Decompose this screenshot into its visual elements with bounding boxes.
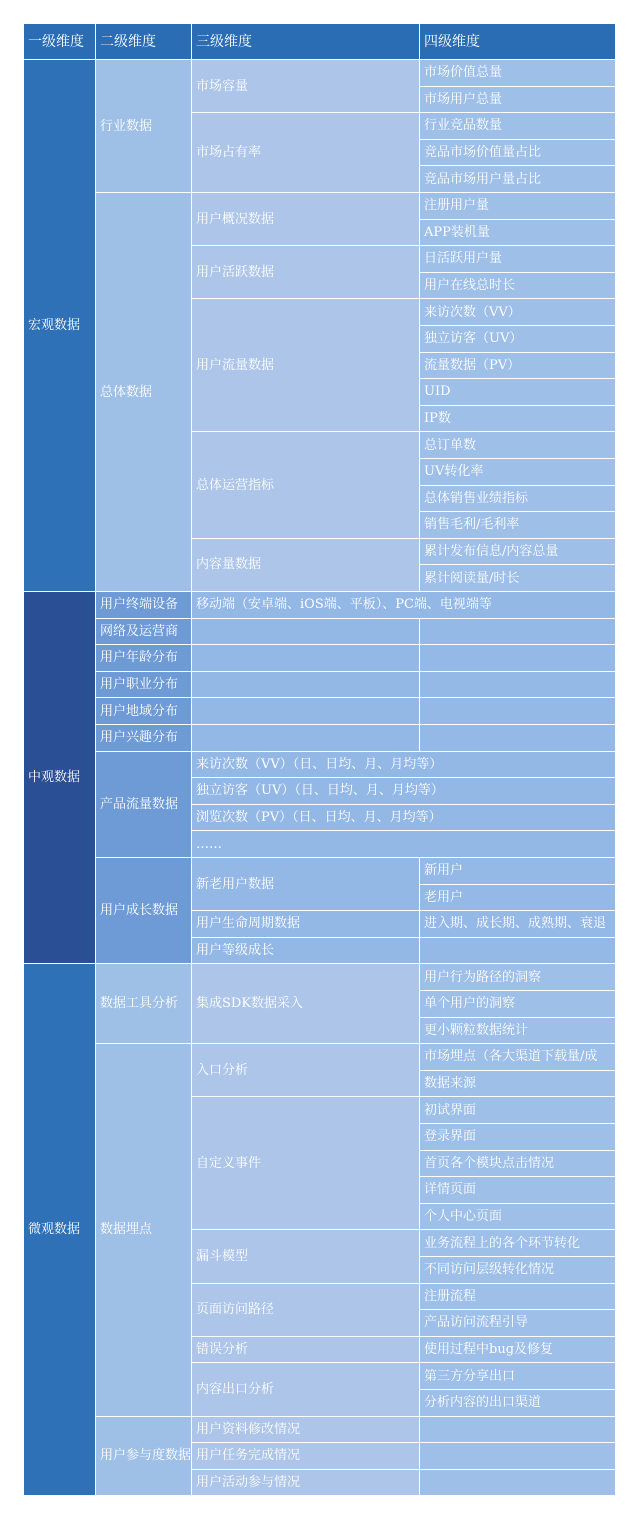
level3-item: 页面访问路径	[192, 1284, 420, 1337]
grid-line	[615, 1443, 616, 1470]
grid-line	[420, 298, 616, 299]
level4-item: 行业竞品数量	[420, 113, 616, 140]
level3-empty	[192, 672, 420, 699]
grid-line	[420, 431, 616, 432]
level2-simple: 用户兴趣分布	[96, 725, 192, 752]
grid-line	[420, 245, 616, 246]
level4-empty	[420, 1470, 616, 1497]
level2-simple: 网络及运营商	[96, 619, 192, 646]
level4-item: UV转化率	[420, 459, 616, 486]
grid-line	[191, 193, 192, 592]
grid-line	[615, 1257, 616, 1284]
grid-line	[615, 1097, 616, 1124]
grid-line	[192, 1416, 420, 1417]
level3-traffic-item: ……	[192, 831, 616, 858]
grid-line	[615, 24, 616, 60]
grid-line	[95, 60, 96, 592]
grid-line	[615, 299, 616, 326]
grid-line	[615, 459, 616, 486]
grid-line	[420, 1096, 616, 1097]
header-level1: 一级维度	[24, 24, 96, 60]
level2-simple: 用户职业分布	[96, 672, 192, 699]
terminal-value: 移动端（安卓端、iOS端、平板）、PC端、电视端等	[192, 592, 616, 619]
grid-line	[615, 805, 616, 832]
level1-micro: 微观数据	[24, 964, 96, 1496]
grid-line	[419, 1337, 420, 1364]
grid-line	[615, 885, 616, 912]
level4-item: 销售毛利/毛利率	[420, 512, 616, 539]
level4-item: 产品访问流程引导	[420, 1310, 616, 1337]
level4-item: 注册流程	[420, 1284, 616, 1311]
level4-item: 详情页面	[420, 1177, 616, 1204]
level4-item: 初试界面	[420, 1097, 616, 1124]
grid-line	[419, 24, 420, 60]
grid-line	[192, 1043, 420, 1044]
grid-line	[615, 1284, 616, 1311]
grid-line	[96, 1495, 192, 1496]
grid-line	[192, 937, 420, 938]
level3-empty	[192, 725, 420, 752]
grid-line	[420, 724, 616, 725]
grid-line	[191, 24, 192, 60]
level4-item: IP数	[420, 406, 616, 433]
grid-line	[420, 405, 616, 406]
level2-terminal: 用户终端设备	[96, 592, 192, 619]
grid-line	[419, 964, 420, 1044]
grid-line	[419, 619, 420, 646]
grid-line	[192, 59, 420, 60]
grid-line	[96, 1043, 192, 1044]
grid-line	[420, 485, 616, 486]
level2-industry: 行业数据	[96, 60, 192, 193]
grid-line	[420, 192, 616, 193]
grid-line	[615, 858, 616, 885]
level4-item: 数据来源	[420, 1071, 616, 1098]
grid-line	[192, 910, 420, 911]
level3-traffic-item: 来访次数（VV）（日、日均、月、月均等）	[192, 752, 616, 779]
grid-line	[192, 112, 420, 113]
grid-line	[420, 1362, 616, 1363]
level3-item: 市场占有率	[192, 113, 420, 193]
grid-line	[191, 672, 192, 699]
grid-line	[615, 1018, 616, 1045]
grid-line	[419, 60, 420, 113]
level4-item: 流量数据（PV）	[420, 353, 616, 380]
grid-line	[96, 618, 192, 619]
grid-line	[615, 87, 616, 114]
level4-empty	[420, 698, 616, 725]
level4-item: 累计发布信息/内容总量	[420, 539, 616, 566]
grid-line	[615, 1124, 616, 1151]
level4-empty	[420, 725, 616, 752]
grid-line	[615, 486, 616, 513]
grid-line	[420, 644, 616, 645]
grid-line	[191, 592, 192, 619]
grid-line	[615, 113, 616, 140]
level2-tracking: 数据埋点	[96, 1044, 192, 1416]
grid-line	[420, 1229, 616, 1230]
grid-line	[24, 59, 96, 60]
grid-line	[419, 858, 420, 911]
grid-line	[615, 1071, 616, 1098]
level4-item: 使用过程中bug及修复	[420, 1337, 616, 1364]
grid-line	[615, 353, 616, 380]
grid-line	[420, 910, 616, 911]
grid-line	[420, 86, 616, 87]
grid-line	[191, 858, 192, 964]
grid-line	[420, 671, 616, 672]
level4-item: 更小颗粒数据统计	[420, 1018, 616, 1045]
grid-line	[615, 1390, 616, 1417]
grid-line	[192, 671, 420, 672]
grid-line	[420, 219, 616, 220]
grid-line	[419, 1443, 420, 1470]
level1-meso: 中观数据	[24, 592, 96, 964]
grid-line	[96, 644, 192, 645]
grid-line	[192, 298, 420, 299]
grid-line	[419, 113, 420, 193]
grid-line	[95, 592, 96, 964]
grid-line	[192, 644, 420, 645]
level4-item: 第三方分享出口	[420, 1363, 616, 1390]
level3-engagement-item: 用户任务完成情况	[192, 1443, 420, 1470]
grid-line	[420, 1043, 616, 1044]
level3-empty	[192, 698, 420, 725]
grid-line	[420, 1495, 616, 1496]
grid-line	[420, 1123, 616, 1124]
level2-growth: 用户成长数据	[96, 858, 192, 964]
grid-line	[615, 246, 616, 273]
grid-line	[615, 1470, 616, 1497]
level2-tools: 数据工具分析	[96, 964, 192, 1044]
grid-line	[615, 1204, 616, 1231]
level3-item: 自定义事件	[192, 1097, 420, 1230]
grid-line	[96, 591, 192, 592]
grid-line	[420, 1283, 616, 1284]
grid-line	[419, 1417, 420, 1444]
grid-line	[420, 139, 616, 140]
level4-item: 累计阅读量/时长	[420, 565, 616, 592]
level3-item: 总体运营指标	[192, 432, 420, 538]
grid-line	[192, 804, 616, 805]
grid-line	[419, 725, 420, 752]
grid-line	[96, 857, 192, 858]
level1-macro: 宏观数据	[24, 60, 96, 592]
grid-line	[192, 1336, 420, 1337]
grid-line	[615, 220, 616, 247]
level4-item: 总体销售业绩指标	[420, 486, 616, 513]
grid-line	[615, 166, 616, 193]
grid-line	[96, 1416, 192, 1417]
grid-line	[615, 964, 616, 991]
level3-item: 市场容量	[192, 60, 420, 113]
level4-item: 业务流程上的各个环节转化	[420, 1230, 616, 1257]
level3-item: 用户流量数据	[192, 299, 420, 432]
grid-line	[615, 140, 616, 167]
grid-line	[615, 911, 616, 938]
grid-line	[615, 1044, 616, 1071]
grid-line	[615, 1417, 616, 1444]
grid-line	[192, 724, 420, 725]
grid-line	[419, 645, 420, 672]
grid-line	[420, 990, 616, 991]
level4-item: 注册用户量	[420, 193, 616, 220]
level3-empty	[192, 619, 420, 646]
level3-level: 用户等级成长	[192, 938, 420, 965]
grid-line	[615, 326, 616, 353]
grid-line	[95, 24, 96, 60]
level3-item: 错误分析	[192, 1337, 420, 1364]
grid-line	[420, 112, 616, 113]
grid-line	[420, 564, 616, 565]
level4-item: 分析内容的出口渠道	[420, 1390, 616, 1417]
level3-item: 用户概况数据	[192, 193, 420, 246]
grid-line	[615, 539, 616, 566]
grid-line	[420, 1309, 616, 1310]
grid-line	[191, 1417, 192, 1497]
grid-line	[192, 963, 420, 964]
grid-line	[420, 1389, 616, 1390]
grid-line	[420, 1150, 616, 1151]
level3-item: 用户活跃数据	[192, 246, 420, 299]
grid-line	[192, 1096, 420, 1097]
grid-line	[192, 830, 616, 831]
grid-line	[420, 272, 616, 273]
grid-line	[419, 672, 420, 699]
grid-line	[96, 59, 192, 60]
grid-line	[192, 1362, 420, 1363]
level4-empty	[420, 645, 616, 672]
grid-line	[420, 1203, 616, 1204]
level4-empty	[420, 619, 616, 646]
level3-item: 集成SDK数据采入	[192, 964, 420, 1044]
level4-item: 用户在线总时长	[420, 273, 616, 300]
level4-item: 首页各个模块点击情况	[420, 1151, 616, 1178]
grid-line	[191, 619, 192, 646]
level4-empty	[420, 672, 616, 699]
level4-item: 老用户	[420, 885, 616, 912]
level4-item: APP装机量	[420, 220, 616, 247]
level3-engagement-item: 用户资料修改情况	[192, 1417, 420, 1444]
grid-line	[419, 698, 420, 725]
grid-line	[192, 591, 420, 592]
level4-empty	[420, 938, 616, 965]
level4-empty	[420, 1443, 616, 1470]
grid-line	[420, 378, 616, 379]
grid-line	[24, 1495, 96, 1496]
grid-line	[420, 165, 616, 166]
level4-item: 日活跃用户量	[420, 246, 616, 273]
level4-item: 竞品市场价值量占比	[420, 140, 616, 167]
grid-line	[96, 697, 192, 698]
grid-line	[615, 1151, 616, 1178]
grid-line	[192, 1229, 420, 1230]
grid-line	[96, 751, 192, 752]
grid-line	[192, 1283, 420, 1284]
grid-line	[420, 937, 616, 938]
grid-line	[420, 884, 616, 885]
level3-item: 内容量数据	[192, 539, 420, 592]
grid-line	[96, 963, 192, 964]
grid-line	[615, 406, 616, 433]
grid-line	[420, 458, 616, 459]
grid-line	[615, 1337, 616, 1364]
grid-line	[192, 538, 420, 539]
grid-line	[615, 752, 616, 779]
grid-line	[419, 938, 420, 965]
level4-item: 市场埋点（各大渠道下载量/成	[420, 1044, 616, 1071]
grid-line	[419, 1470, 420, 1497]
grid-line	[96, 192, 192, 193]
level3-empty	[192, 645, 420, 672]
grid-line	[420, 751, 616, 752]
grid-line	[615, 831, 616, 858]
grid-line	[191, 60, 192, 193]
grid-line	[192, 192, 420, 193]
grid-line	[192, 245, 420, 246]
grid-line	[192, 1442, 420, 1443]
grid-line	[420, 1256, 616, 1257]
grid-line	[192, 1495, 420, 1496]
level4-item: 独立访客（UV）	[420, 326, 616, 353]
grid-line	[615, 725, 616, 752]
level2-product-traffic: 产品流量数据	[96, 752, 192, 858]
level3-lifecycle: 用户生命周期数据	[192, 911, 420, 938]
grid-line	[615, 1230, 616, 1257]
grid-line	[420, 963, 616, 964]
grid-line	[615, 193, 616, 220]
level4-item: 个人中心页面	[420, 1204, 616, 1231]
grid-line	[192, 751, 420, 752]
level4-item: 竞品市场用户量占比	[420, 166, 616, 193]
level2-simple: 用户年龄分布	[96, 645, 192, 672]
level4-item: 市场用户总量	[420, 87, 616, 114]
level4-item: 不同访问层级转化情况	[420, 1257, 616, 1284]
grid-line	[420, 1176, 616, 1177]
level4-item: 登录界面	[420, 1124, 616, 1151]
grid-line	[615, 645, 616, 672]
level3-traffic-item: 独立访客（UV）（日、日均、月、月均等）	[192, 778, 616, 805]
grid-line	[615, 1177, 616, 1204]
grid-line	[615, 991, 616, 1018]
grid-line	[191, 698, 192, 725]
level3-traffic-item: 浏览次数（PV）（日、日均、月、月均等）	[192, 805, 616, 832]
grid-line	[419, 1284, 420, 1337]
level3-item: 内容出口分析	[192, 1363, 420, 1416]
grid-line	[192, 1469, 420, 1470]
grid-line	[96, 724, 192, 725]
grid-line	[615, 1310, 616, 1337]
grid-line	[192, 777, 616, 778]
grid-line	[615, 432, 616, 459]
grid-line	[420, 352, 616, 353]
grid-line	[615, 592, 616, 619]
grid-line	[615, 938, 616, 965]
grid-line	[24, 963, 96, 964]
grid-line	[420, 59, 616, 60]
grid-line	[24, 591, 96, 592]
header-level2: 二级维度	[96, 24, 192, 60]
grid-line	[420, 1442, 616, 1443]
level2-engagement: 用户参与度数据	[96, 1417, 192, 1497]
level4-item: 新用户	[420, 858, 616, 885]
level4-item: UID	[420, 379, 616, 406]
level4-lifecycle: 进入期、成长期、成熟期、衰退	[420, 911, 616, 938]
level4-item: 市场价值总量	[420, 60, 616, 87]
header-level4: 四级维度	[420, 24, 616, 60]
grid-line	[419, 1097, 420, 1230]
grid-line	[419, 299, 420, 432]
header-level3: 三级维度	[192, 24, 420, 60]
grid-line	[615, 778, 616, 805]
grid-line	[420, 697, 616, 698]
level4-item: 单个用户的洞察	[420, 991, 616, 1018]
grid-line	[96, 671, 192, 672]
grid-line	[420, 1336, 616, 1337]
grid-line	[192, 431, 420, 432]
level4-item: 用户行为路径的洞察	[420, 964, 616, 991]
grid-line	[420, 538, 616, 539]
level3-item: 漏斗模型	[192, 1230, 420, 1283]
grid-line	[420, 1416, 616, 1417]
grid-line	[615, 379, 616, 406]
grid-line	[419, 193, 420, 246]
level3-engagement-item: 用户活动参与情况	[192, 1470, 420, 1497]
level3-item: 入口分析	[192, 1044, 420, 1097]
grid-line	[419, 539, 420, 592]
grid-line	[191, 725, 192, 752]
grid-line	[419, 911, 420, 938]
grid-line	[420, 591, 616, 592]
grid-line	[191, 964, 192, 1044]
grid-line	[615, 512, 616, 539]
grid-line	[615, 672, 616, 699]
grid-line	[192, 697, 420, 698]
level4-item: 来访次数（VV）	[420, 299, 616, 326]
grid-line	[420, 1070, 616, 1071]
grid-line	[420, 325, 616, 326]
level4-empty	[420, 1417, 616, 1444]
level2-simple: 用户地域分布	[96, 698, 192, 725]
level3-item: 新老用户数据	[192, 858, 420, 911]
level4-item: 总订单数	[420, 432, 616, 459]
grid-line	[420, 1017, 616, 1018]
grid-line	[420, 511, 616, 512]
grid-line	[615, 273, 616, 300]
grid-line	[615, 698, 616, 725]
grid-line	[615, 1363, 616, 1390]
grid-line	[191, 645, 192, 672]
level2-overall: 总体数据	[96, 193, 192, 592]
grid-line	[615, 60, 616, 87]
grid-line	[192, 618, 616, 619]
grid-line	[192, 857, 616, 858]
grid-line	[420, 1469, 616, 1470]
grid-line	[615, 565, 616, 592]
grid-line	[615, 619, 616, 646]
